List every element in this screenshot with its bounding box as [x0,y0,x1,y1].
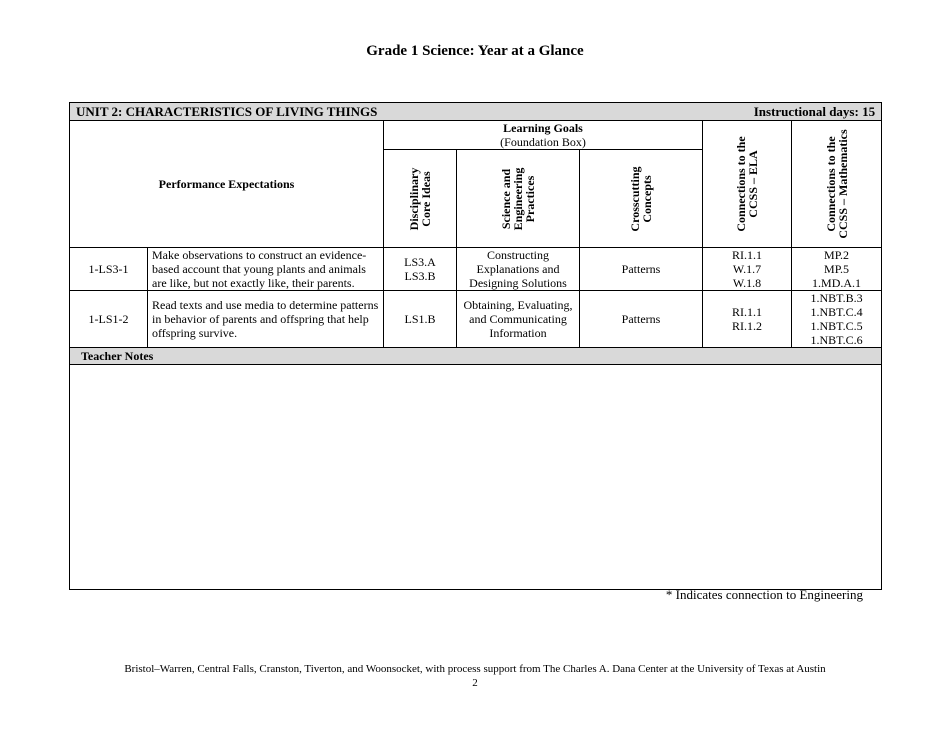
table-row [70,291,882,348]
ccc-cell: Patterns [580,291,703,348]
pe-description: Make observations to construct an evidence-based account that young plants and animals are like, but not exactly like, their parents. [148,248,384,291]
ela-cell: RI.1.1 RI.1.2 [703,291,792,348]
unit-header [70,103,882,121]
teacher-notes-area [70,365,882,590]
instructional-days: Instructional days: 15 [753,104,876,119]
sep-header: Science and Engineering Practices [457,150,580,248]
ccc-cell: Patterns [580,248,703,291]
learning-goals-header: Learning Goals (Foundation Box) [384,121,703,150]
performance-expectations-header: Performance Expectations [70,121,384,248]
math-header: Connections to the CCSS – Mathematics [792,121,882,248]
sep-cell: Constructing Explanations and Designing Solutions [457,248,580,291]
ccc-header: Crosscutting Concepts [580,150,703,248]
pe-code: 1-LS3-1 [70,248,148,291]
unit-name: UNIT 2: CHARACTERISTICS OF LIVING THINGS [76,104,378,119]
dci-header: Disciplinary Core Ideas [384,150,457,248]
math-cell: MP.2 MP.5 1.MD.A.1 [792,248,882,291]
dci-cell: LS3.A LS3.B [384,248,457,291]
pe-description: Read texts and use media to determine patterns in behavior of parents and offspring that help offspring survive. [148,291,384,348]
footer-text: Bristol–Warren, Central Falls, Cranston, Tiverton, and Woonsocket, with process support from The Charles A. Dana Center at the University of Texas at Austin [124,663,826,675]
pe-code: 1-LS1-2 [70,291,148,348]
teacher-notes-header: Teacher Notes [70,348,882,365]
year-at-a-glance-table [69,102,882,590]
dci-cell: LS1.B [384,291,457,348]
page-number: 2 [472,677,478,689]
engineering-note: * Indicates connection to Engineering [665,587,863,602]
sep-cell: Obtaining, Evaluating, and Communicating Information [457,291,580,348]
ela-cell: RI.1.1 W.1.7 W.1.8 [703,248,792,291]
table-row [70,248,882,291]
ela-header: Connections to the CCSS – ELA [703,121,792,248]
math-cell: 1.NBT.B.3 1.NBT.C.4 1.NBT.C.5 1.NBT.C.6 [792,291,882,348]
page-title: Grade 1 Science: Year at a Glance [366,43,584,59]
